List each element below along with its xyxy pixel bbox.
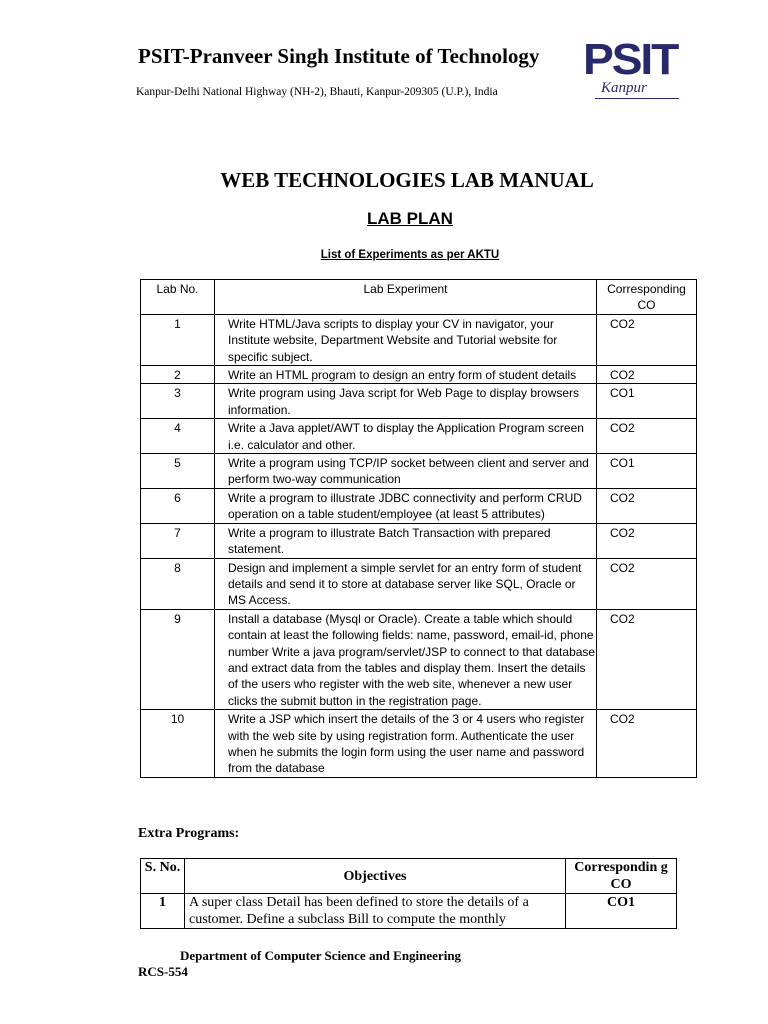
- corresponding-co-cell: CO2: [597, 488, 697, 523]
- lab-experiment-cell: Write a Java applet/AWT to display the Application Program screen i.e. calculator and other.: [215, 419, 597, 454]
- lab-experiments-table: [140, 279, 697, 778]
- lab-no-cell: 3: [141, 384, 215, 419]
- lab-experiment-cell: Write program using Java script for Web Page to display browsers information.: [215, 384, 597, 419]
- lab-experiment-cell: Install a database (Mysql or Oracle). Create a table which should contain at least the following fields: name, password, email-id, phone number Write a java program/servlet/JSP to connect to that database and extract data from the tables and display them. Insert the details of the users who register with the web site, whenever a new user clicks the submit button in the registration page.: [215, 609, 597, 709]
- institute-name: PSIT-Pranveer Singh Institute of Technology: [138, 44, 540, 68]
- extra-programs-table: [140, 858, 677, 929]
- lab-no-cell: 6: [141, 488, 215, 523]
- table-row: [141, 523, 697, 558]
- corresponding-co-cell: CO1: [597, 454, 697, 489]
- table-row: [141, 894, 677, 929]
- table-row: [141, 366, 697, 384]
- corresponding-co-cell: CO2: [597, 609, 697, 709]
- lab-no-cell: 8: [141, 558, 215, 609]
- lab-experiment-cell: Write a JSP which insert the details of the 3 or 4 users who register with the web site by using registration form. Authenticate the user when he submits the login form using the user name and password from the database: [215, 710, 597, 778]
- lab-no-cell: 10: [141, 710, 215, 778]
- footer-department: Department of Computer Science and Engineering: [180, 948, 462, 963]
- table-header-row: [141, 859, 677, 894]
- lab-no-cell: 4: [141, 419, 215, 454]
- lab-experiment-cell: Design and implement a simple servlet for an entry form of student details and send it to store at database server like SQL, Oracle or MS Access.: [215, 558, 597, 609]
- corresponding-co-cell: CO1: [566, 894, 677, 929]
- corresponding-co-cell: CO2: [597, 710, 697, 778]
- lab-no-cell: 7: [141, 523, 215, 558]
- header-lab-no: Lab No.: [141, 280, 215, 315]
- objective-cell: A super class Detail has been defined to store the details of a customer. Define a subclass Bill to compute the monthly: [185, 894, 566, 929]
- lab-experiment-cell: Write a program to illustrate JDBC connectivity and perform CRUD operation on a table student/employee (at least 5 attributes): [215, 488, 597, 523]
- table-row: [141, 454, 697, 489]
- psit-logo: [583, 35, 685, 102]
- lab-experiment-cell: Write a program to illustrate Batch Transaction with prepared statement.: [215, 523, 597, 558]
- table-row: [141, 558, 697, 609]
- header-lab-experiment: Lab Experiment: [215, 280, 597, 315]
- logo-underline: [595, 98, 679, 99]
- extra-programs-title: Extra Programs:: [138, 826, 240, 841]
- lab-experiment-cell: Write HTML/Java scripts to display your CV in navigator, your Institute website, Department Website and Tutorial website for specific subject.: [215, 314, 597, 365]
- corresponding-co-cell: CO2: [597, 419, 697, 454]
- table-row: [141, 710, 697, 778]
- lab-no-cell: 5: [141, 454, 215, 489]
- table-row: [141, 419, 697, 454]
- table-row: [141, 384, 697, 419]
- header-s-no: S. No.: [141, 859, 185, 894]
- corresponding-co-cell: CO2: [597, 366, 697, 384]
- lab-experiment-cell: Write an HTML program to design an entry form of student details: [215, 366, 597, 384]
- manual-title: WEB TECHNOLOGIES LAB MANUAL: [220, 168, 594, 192]
- corresponding-co-cell: CO2: [597, 314, 697, 365]
- table-row: [141, 609, 697, 709]
- table-row: [141, 314, 697, 365]
- lab-no-cell: 2: [141, 366, 215, 384]
- s-no-cell: 1: [141, 894, 185, 929]
- lab-no-cell: 1: [141, 314, 215, 365]
- logo-text: PSIT: [583, 35, 678, 84]
- corresponding-co-cell: CO1: [597, 384, 697, 419]
- corresponding-co-cell: CO2: [597, 523, 697, 558]
- corresponding-co-cell: CO2: [597, 558, 697, 609]
- footer-course-code: RCS-554: [138, 964, 188, 979]
- lab-experiment-cell: Write a program using TCP/IP socket between client and server and perform two-way communication: [215, 454, 597, 489]
- institute-address: Kanpur-Delhi National Highway (NH-2), Bhauti, Kanpur-209305 (U.P.), India: [136, 86, 498, 98]
- lab-no-cell: 9: [141, 609, 215, 709]
- logo-subtext: Kanpur: [601, 80, 647, 96]
- experiments-caption: List of Experiments as per AKTU: [320, 249, 500, 261]
- header-objectives: Objectives: [185, 859, 566, 894]
- header-corresponding-co: Corresponding CO: [597, 280, 697, 315]
- header-corresponding-co: Correspondin g CO: [566, 859, 677, 894]
- table-header-row: [141, 280, 697, 315]
- lab-plan-heading: LAB PLAN: [367, 209, 453, 228]
- table-row: [141, 488, 697, 523]
